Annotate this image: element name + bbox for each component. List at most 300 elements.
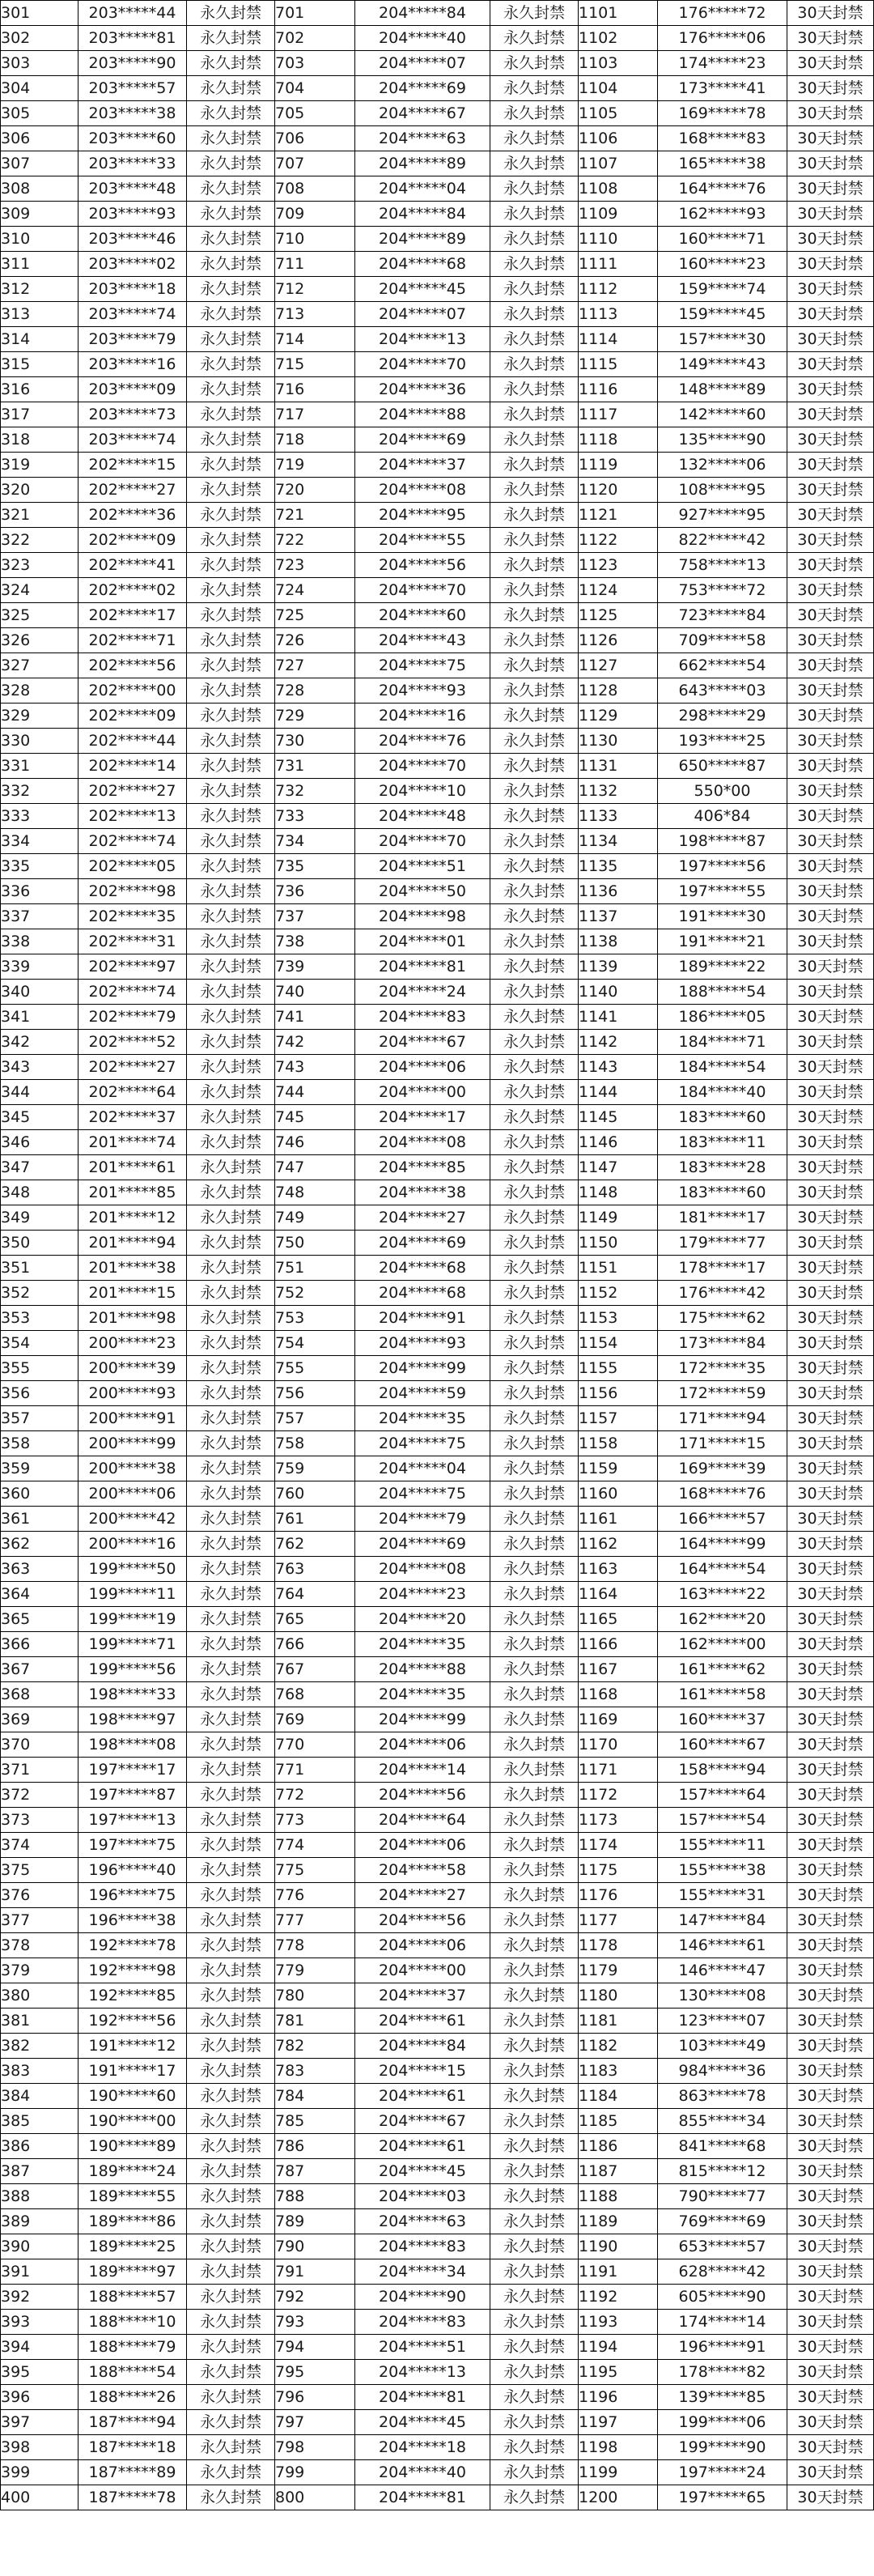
account-id-cell: 202*****17 xyxy=(78,603,187,628)
ban-status-cell: 30天封禁 xyxy=(787,126,874,151)
account-id-cell: 204*****67 xyxy=(355,2109,490,2134)
ban-status-cell: 30天封禁 xyxy=(787,2259,874,2285)
account-id-cell: 204*****69 xyxy=(355,1532,490,1557)
row-number-cell: 1175 xyxy=(579,1858,658,1883)
table-row xyxy=(1,2335,874,2360)
account-id-cell: 201*****12 xyxy=(78,1205,187,1231)
row-number-cell: 305 xyxy=(1,101,78,126)
ban-status-cell: 永久封禁 xyxy=(490,653,579,678)
account-id-cell: 157*****64 xyxy=(658,1783,787,1808)
table-row xyxy=(1,252,874,277)
account-id-cell: 202*****31 xyxy=(78,929,187,954)
row-number-cell: 1146 xyxy=(579,1130,658,1155)
ban-status-cell: 30天封禁 xyxy=(787,904,874,929)
ban-status-cell: 30天封禁 xyxy=(787,427,874,453)
ban-status-cell: 30天封禁 xyxy=(787,2009,874,2034)
row-number-cell: 710 xyxy=(275,227,355,252)
account-id-cell: 204*****06 xyxy=(355,1833,490,1858)
row-number-cell: 1103 xyxy=(579,51,658,76)
row-number-cell: 736 xyxy=(275,879,355,904)
ban-status-cell: 永久封禁 xyxy=(187,2360,275,2385)
table-row xyxy=(1,929,874,954)
ban-status-cell: 30天封禁 xyxy=(787,2360,874,2385)
ban-status-cell: 永久封禁 xyxy=(187,2059,275,2084)
row-number-cell: 1147 xyxy=(579,1155,658,1180)
account-id-cell: 189*****22 xyxy=(658,954,787,980)
table-row xyxy=(1,2209,874,2234)
account-id-cell: 178*****82 xyxy=(658,2360,787,2385)
ban-status-cell: 永久封禁 xyxy=(187,678,275,704)
account-id-cell: 174*****14 xyxy=(658,2310,787,2335)
row-number-cell: 1159 xyxy=(579,1456,658,1481)
ban-status-cell: 永久封禁 xyxy=(187,2209,275,2234)
row-number-cell: 1148 xyxy=(579,1180,658,1205)
row-number-cell: 1196 xyxy=(579,2385,658,2410)
account-id-cell: 166*****57 xyxy=(658,1507,787,1532)
table-row xyxy=(1,879,874,904)
account-id-cell: 169*****39 xyxy=(658,1456,787,1481)
ban-status-cell: 永久封禁 xyxy=(490,1833,579,1858)
table-row xyxy=(1,51,874,76)
ban-status-cell: 永久封禁 xyxy=(490,2360,579,2385)
row-number-cell: 394 xyxy=(1,2335,78,2360)
table-row xyxy=(1,377,874,402)
ban-status-cell: 30天封禁 xyxy=(787,1507,874,1532)
row-number-cell: 349 xyxy=(1,1205,78,1231)
row-number-cell: 366 xyxy=(1,1632,78,1657)
account-id-cell: 202*****64 xyxy=(78,1080,187,1105)
account-id-cell: 200*****91 xyxy=(78,1406,187,1431)
account-id-cell: 204*****35 xyxy=(355,1682,490,1707)
ban-status-cell: 30天封禁 xyxy=(787,980,874,1005)
ban-status-cell: 永久封禁 xyxy=(490,678,579,704)
account-id-cell: 199*****19 xyxy=(78,1607,187,1632)
row-number-cell: 769 xyxy=(275,1707,355,1732)
account-id-cell: 168*****76 xyxy=(658,1481,787,1507)
row-number-cell: 1167 xyxy=(579,1657,658,1682)
ban-status-cell: 30天封禁 xyxy=(787,2209,874,2234)
account-id-cell: 159*****45 xyxy=(658,302,787,327)
row-number-cell: 1176 xyxy=(579,1883,658,1908)
row-number-cell: 387 xyxy=(1,2159,78,2184)
account-id-cell: 204*****89 xyxy=(355,227,490,252)
row-number-cell: 388 xyxy=(1,2184,78,2209)
account-id-cell: 204*****23 xyxy=(355,1582,490,1607)
ban-status-cell: 永久封禁 xyxy=(490,1356,579,1381)
ban-status-cell: 永久封禁 xyxy=(490,101,579,126)
ban-status-cell: 30天封禁 xyxy=(787,2134,874,2159)
ban-status-cell: 永久封禁 xyxy=(187,2410,275,2435)
ban-status-cell: 永久封禁 xyxy=(490,904,579,929)
row-number-cell: 757 xyxy=(275,1406,355,1431)
account-id-cell: 200*****39 xyxy=(78,1356,187,1381)
ban-status-cell: 永久封禁 xyxy=(490,2084,579,2109)
row-number-cell: 380 xyxy=(1,1983,78,2009)
ban-status-cell: 30天封禁 xyxy=(787,402,874,427)
account-id-cell: 191*****30 xyxy=(658,904,787,929)
ban-status-cell: 永久封禁 xyxy=(490,1231,579,1256)
account-id-cell: 155*****31 xyxy=(658,1883,787,1908)
table-row xyxy=(1,2059,874,2084)
row-number-cell: 313 xyxy=(1,302,78,327)
ban-status-cell: 永久封禁 xyxy=(187,76,275,101)
account-id-cell: 204*****79 xyxy=(355,1507,490,1532)
account-id-cell: 204*****01 xyxy=(355,929,490,954)
account-id-cell: 769*****69 xyxy=(658,2209,787,2234)
ban-status-cell: 30天封禁 xyxy=(787,2084,874,2109)
row-number-cell: 334 xyxy=(1,829,78,854)
ban-status-cell: 30天封禁 xyxy=(787,352,874,377)
ban-status-cell: 永久封禁 xyxy=(490,1030,579,1055)
row-number-cell: 341 xyxy=(1,1005,78,1030)
ban-status-cell: 30天封禁 xyxy=(787,1306,874,1331)
account-id-cell: 550*00 xyxy=(658,779,787,804)
row-number-cell: 743 xyxy=(275,1055,355,1080)
account-id-cell: 202*****09 xyxy=(78,528,187,553)
account-id-cell: 204*****67 xyxy=(355,1030,490,1055)
ban-status-cell: 永久封禁 xyxy=(187,1933,275,1958)
account-id-cell: 201*****94 xyxy=(78,1231,187,1256)
account-id-cell: 204*****70 xyxy=(355,754,490,779)
ban-status-cell: 30天封禁 xyxy=(787,227,874,252)
row-number-cell: 1142 xyxy=(579,1030,658,1055)
account-id-cell: 165*****38 xyxy=(658,151,787,176)
table-row xyxy=(1,1356,874,1381)
row-number-cell: 761 xyxy=(275,1507,355,1532)
table-row xyxy=(1,2234,874,2259)
ban-status-cell: 永久封禁 xyxy=(490,2435,579,2460)
row-number-cell: 351 xyxy=(1,1256,78,1281)
ban-status-cell: 永久封禁 xyxy=(490,1933,579,1958)
table-row xyxy=(1,1582,874,1607)
ban-status-cell: 30天封禁 xyxy=(787,1783,874,1808)
account-id-cell: 605*****90 xyxy=(658,2285,787,2310)
row-number-cell: 738 xyxy=(275,929,355,954)
row-number-cell: 1154 xyxy=(579,1331,658,1356)
account-id-cell: 202*****98 xyxy=(78,879,187,904)
account-id-cell: 204*****20 xyxy=(355,1607,490,1632)
table-row xyxy=(1,1456,874,1481)
row-number-cell: 790 xyxy=(275,2234,355,2259)
ban-status-cell: 30天封禁 xyxy=(787,954,874,980)
ban-status-cell: 永久封禁 xyxy=(490,1758,579,1783)
ban-status-cell: 永久封禁 xyxy=(187,1381,275,1406)
ban-status-cell: 永久封禁 xyxy=(490,754,579,779)
ban-status-cell: 永久封禁 xyxy=(490,1155,579,1180)
ban-status-cell: 永久封禁 xyxy=(187,2184,275,2209)
account-id-cell: 204*****99 xyxy=(355,1356,490,1381)
account-id-cell: 204*****64 xyxy=(355,1808,490,1833)
account-id-cell: 204*****84 xyxy=(355,2034,490,2059)
ban-status-cell: 永久封禁 xyxy=(187,553,275,578)
row-number-cell: 1134 xyxy=(579,829,658,854)
account-id-cell: 204*****56 xyxy=(355,1783,490,1808)
ban-status-cell: 30天封禁 xyxy=(787,101,874,126)
row-number-cell: 352 xyxy=(1,1281,78,1306)
table-row xyxy=(1,678,874,704)
table-row xyxy=(1,453,874,478)
account-id-cell: 203*****02 xyxy=(78,252,187,277)
account-id-cell: 164*****99 xyxy=(658,1532,787,1557)
row-number-cell: 1140 xyxy=(579,980,658,1005)
ban-status-cell: 永久封禁 xyxy=(187,2234,275,2259)
row-number-cell: 323 xyxy=(1,553,78,578)
account-id-cell: 184*****54 xyxy=(658,1055,787,1080)
row-number-cell: 336 xyxy=(1,879,78,904)
ban-status-cell: 永久封禁 xyxy=(187,1657,275,1682)
row-number-cell: 1141 xyxy=(579,1005,658,1030)
row-number-cell: 756 xyxy=(275,1381,355,1406)
ban-status-cell: 永久封禁 xyxy=(187,2385,275,2410)
row-number-cell: 1109 xyxy=(579,202,658,227)
ban-status-cell: 永久封禁 xyxy=(490,427,579,453)
account-id-cell: 202*****52 xyxy=(78,1030,187,1055)
table-row xyxy=(1,528,874,553)
account-id-cell: 204*****03 xyxy=(355,2184,490,2209)
row-number-cell: 361 xyxy=(1,1507,78,1532)
table-row xyxy=(1,1532,874,1557)
ban-status-cell: 30天封禁 xyxy=(787,1231,874,1256)
ban-status-cell: 永久封禁 xyxy=(490,1381,579,1406)
ban-status-cell: 30天封禁 xyxy=(787,1532,874,1557)
ban-status-cell: 30天封禁 xyxy=(787,704,874,729)
ban-status-cell: 30天封禁 xyxy=(787,277,874,302)
account-id-cell: 187*****89 xyxy=(78,2460,187,2485)
row-number-cell: 1181 xyxy=(579,2009,658,2034)
account-id-cell: 204*****81 xyxy=(355,2385,490,2410)
row-number-cell: 1112 xyxy=(579,277,658,302)
account-id-cell: 169*****78 xyxy=(658,101,787,126)
row-number-cell: 702 xyxy=(275,26,355,51)
account-id-cell: 191*****12 xyxy=(78,2034,187,2059)
row-number-cell: 368 xyxy=(1,1682,78,1707)
account-id-cell: 203*****44 xyxy=(78,1,187,26)
account-id-cell: 184*****40 xyxy=(658,1080,787,1105)
account-id-cell: 159*****74 xyxy=(658,277,787,302)
table-row xyxy=(1,1080,874,1105)
account-id-cell: 199*****50 xyxy=(78,1557,187,1582)
row-number-cell: 735 xyxy=(275,854,355,879)
table-row xyxy=(1,176,874,202)
ban-status-cell: 30天封禁 xyxy=(787,377,874,402)
row-number-cell: 303 xyxy=(1,51,78,76)
row-number-cell: 326 xyxy=(1,628,78,653)
account-id-cell: 192*****98 xyxy=(78,1958,187,1983)
table-row xyxy=(1,402,874,427)
ban-status-cell: 永久封禁 xyxy=(187,277,275,302)
ban-status-cell: 30天封禁 xyxy=(787,1657,874,1682)
row-number-cell: 359 xyxy=(1,1456,78,1481)
ban-status-cell: 永久封禁 xyxy=(490,729,579,754)
ban-status-cell: 永久封禁 xyxy=(490,1682,579,1707)
table-row xyxy=(1,101,874,126)
ban-status-cell: 永久封禁 xyxy=(187,1080,275,1105)
row-number-cell: 1117 xyxy=(579,402,658,427)
ban-status-cell: 30天封禁 xyxy=(787,2335,874,2360)
row-number-cell: 787 xyxy=(275,2159,355,2184)
row-number-cell: 1127 xyxy=(579,653,658,678)
table-row xyxy=(1,2485,874,2510)
ban-status-cell: 永久封禁 xyxy=(187,227,275,252)
row-number-cell: 1156 xyxy=(579,1381,658,1406)
row-number-cell: 1151 xyxy=(579,1256,658,1281)
account-id-cell: 197*****56 xyxy=(658,854,787,879)
ban-status-cell: 永久封禁 xyxy=(187,729,275,754)
account-id-cell: 204*****61 xyxy=(355,2134,490,2159)
ban-status-cell: 30天封禁 xyxy=(787,1205,874,1231)
row-number-cell: 766 xyxy=(275,1632,355,1657)
account-id-cell: 204*****43 xyxy=(355,628,490,653)
ban-status-cell: 永久封禁 xyxy=(490,1005,579,1030)
row-number-cell: 1184 xyxy=(579,2084,658,2109)
ban-status-cell: 永久封禁 xyxy=(187,126,275,151)
row-number-cell: 773 xyxy=(275,1808,355,1833)
account-id-cell: 183*****60 xyxy=(658,1105,787,1130)
table-row xyxy=(1,1005,874,1030)
row-number-cell: 322 xyxy=(1,528,78,553)
ban-status-cell: 30天封禁 xyxy=(787,2385,874,2410)
ban-status-cell: 永久封禁 xyxy=(187,26,275,51)
ban-status-cell: 永久封禁 xyxy=(187,2009,275,2034)
account-id-cell: 189*****97 xyxy=(78,2259,187,2285)
ban-status-cell: 永久封禁 xyxy=(187,1883,275,1908)
account-id-cell: 164*****54 xyxy=(658,1557,787,1582)
ban-status-cell: 永久封禁 xyxy=(187,1256,275,1281)
row-number-cell: 799 xyxy=(275,2460,355,2485)
row-number-cell: 1121 xyxy=(579,503,658,528)
account-id-cell: 197*****13 xyxy=(78,1808,187,1833)
account-id-cell: 201*****38 xyxy=(78,1256,187,1281)
table-row xyxy=(1,202,874,227)
account-id-cell: 204*****37 xyxy=(355,453,490,478)
ban-status-cell: 永久封禁 xyxy=(490,804,579,829)
row-number-cell: 1164 xyxy=(579,1582,658,1607)
row-number-cell: 750 xyxy=(275,1231,355,1256)
account-id-cell: 147*****84 xyxy=(658,1908,787,1933)
account-id-cell: 163*****22 xyxy=(658,1582,787,1607)
ban-status-cell: 永久封禁 xyxy=(187,1105,275,1130)
ban-status-cell: 永久封禁 xyxy=(490,302,579,327)
row-number-cell: 340 xyxy=(1,980,78,1005)
account-id-cell: 187*****94 xyxy=(78,2410,187,2435)
table-row xyxy=(1,1381,874,1406)
row-number-cell: 708 xyxy=(275,176,355,202)
account-id-cell: 197*****65 xyxy=(658,2485,787,2510)
ban-status-cell: 永久封禁 xyxy=(187,252,275,277)
account-id-cell: 202*****27 xyxy=(78,779,187,804)
account-id-cell: 176*****42 xyxy=(658,1281,787,1306)
account-id-cell: 927*****95 xyxy=(658,503,787,528)
ban-status-cell: 30天封禁 xyxy=(787,302,874,327)
ban-status-cell: 永久封禁 xyxy=(187,453,275,478)
row-number-cell: 1123 xyxy=(579,553,658,578)
ban-status-cell: 30天封禁 xyxy=(787,1180,874,1205)
row-number-cell: 789 xyxy=(275,2209,355,2234)
account-id-cell: 196*****38 xyxy=(78,1908,187,1933)
row-number-cell: 1101 xyxy=(579,1,658,26)
row-number-cell: 747 xyxy=(275,1155,355,1180)
account-id-cell: 204*****07 xyxy=(355,302,490,327)
row-number-cell: 1168 xyxy=(579,1682,658,1707)
row-number-cell: 1133 xyxy=(579,804,658,829)
account-id-cell: 188*****10 xyxy=(78,2310,187,2335)
row-number-cell: 1170 xyxy=(579,1732,658,1758)
account-id-cell: 201*****98 xyxy=(78,1306,187,1331)
account-id-cell: 758*****13 xyxy=(658,553,787,578)
row-number-cell: 1126 xyxy=(579,628,658,653)
table-row xyxy=(1,804,874,829)
row-number-cell: 1116 xyxy=(579,377,658,402)
row-number-cell: 1120 xyxy=(579,478,658,503)
row-number-cell: 381 xyxy=(1,2009,78,2034)
account-id-cell: 204*****93 xyxy=(355,1331,490,1356)
ban-status-cell: 永久封禁 xyxy=(187,904,275,929)
table-row xyxy=(1,1732,874,1758)
row-number-cell: 778 xyxy=(275,1933,355,1958)
row-number-cell: 759 xyxy=(275,1456,355,1481)
account-id-cell: 199*****71 xyxy=(78,1632,187,1657)
ban-status-cell: 永久封禁 xyxy=(490,578,579,603)
account-id-cell: 204*****00 xyxy=(355,1958,490,1983)
row-number-cell: 1130 xyxy=(579,729,658,754)
row-number-cell: 1125 xyxy=(579,603,658,628)
row-number-cell: 1169 xyxy=(579,1707,658,1732)
ban-status-cell: 永久封禁 xyxy=(490,528,579,553)
account-id-cell: 203*****74 xyxy=(78,427,187,453)
account-id-cell: 204*****84 xyxy=(355,202,490,227)
account-id-cell: 202*****79 xyxy=(78,1005,187,1030)
ban-status-cell: 永久封禁 xyxy=(490,704,579,729)
row-number-cell: 749 xyxy=(275,1205,355,1231)
row-number-cell: 400 xyxy=(1,2485,78,2510)
row-number-cell: 1160 xyxy=(579,1481,658,1507)
table-row xyxy=(1,1431,874,1456)
account-id-cell: 204*****13 xyxy=(355,2360,490,2385)
account-id-cell: 202*****41 xyxy=(78,553,187,578)
row-number-cell: 354 xyxy=(1,1331,78,1356)
account-id-cell: 178*****17 xyxy=(658,1256,787,1281)
ban-status-cell: 永久封禁 xyxy=(490,126,579,151)
ban-status-cell: 永久封禁 xyxy=(187,1858,275,1883)
table-row xyxy=(1,1281,874,1306)
row-number-cell: 338 xyxy=(1,929,78,954)
account-id-cell: 204*****27 xyxy=(355,1883,490,1908)
row-number-cell: 384 xyxy=(1,2084,78,2109)
row-number-cell: 718 xyxy=(275,427,355,453)
account-id-cell: 204*****56 xyxy=(355,553,490,578)
row-number-cell: 798 xyxy=(275,2435,355,2460)
account-id-cell: 175*****62 xyxy=(658,1306,787,1331)
ban-status-cell: 30天封禁 xyxy=(787,754,874,779)
ban-status-cell: 永久封禁 xyxy=(490,1331,579,1356)
account-id-cell: 204*****40 xyxy=(355,26,490,51)
account-id-cell: 298*****29 xyxy=(658,704,787,729)
row-number-cell: 358 xyxy=(1,1431,78,1456)
row-number-cell: 770 xyxy=(275,1732,355,1758)
row-number-cell: 356 xyxy=(1,1381,78,1406)
ban-status-cell: 永久封禁 xyxy=(187,804,275,829)
row-number-cell: 337 xyxy=(1,904,78,929)
ban-status-cell: 永久封禁 xyxy=(490,176,579,202)
ban-status-cell: 30天封禁 xyxy=(787,1005,874,1030)
row-number-cell: 1193 xyxy=(579,2310,658,2335)
row-number-cell: 395 xyxy=(1,2360,78,2385)
row-number-cell: 730 xyxy=(275,729,355,754)
row-number-cell: 1195 xyxy=(579,2360,658,2385)
ban-status-cell: 30天封禁 xyxy=(787,653,874,678)
row-number-cell: 753 xyxy=(275,1306,355,1331)
ban-status-cell: 永久封禁 xyxy=(490,1732,579,1758)
